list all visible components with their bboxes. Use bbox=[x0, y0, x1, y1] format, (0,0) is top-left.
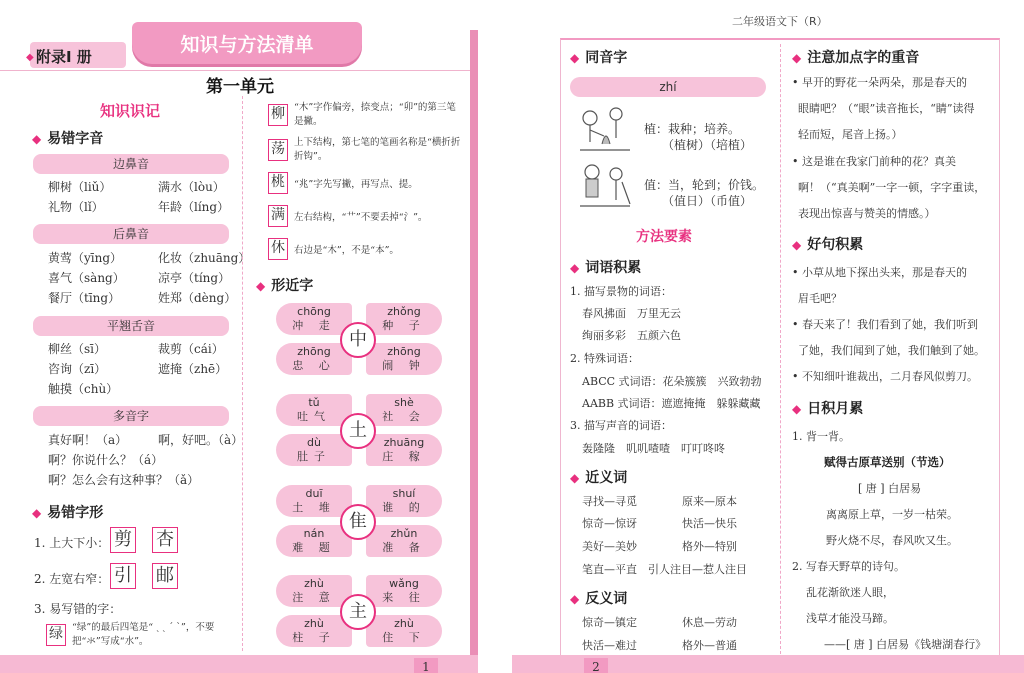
antonym-pair: 休息—劳动 bbox=[682, 616, 737, 629]
similar-pill: dù 肚子 bbox=[276, 434, 352, 466]
char-box: 荡 bbox=[268, 139, 288, 161]
char-box: 引 bbox=[110, 563, 136, 589]
antonyms-title: 反义词 bbox=[585, 591, 628, 607]
sound-item: 触摸（chù） bbox=[48, 382, 119, 396]
stress-line: 眼睛吧？（“眼”读音拖长，“睛”读得 bbox=[798, 102, 975, 115]
page-number-left: 1 bbox=[414, 658, 438, 673]
top-rule bbox=[0, 70, 470, 71]
char-note: “木”字作偏旁，捺变点；“卯”的第三笔是撇。 bbox=[294, 102, 456, 127]
sound-item: 餐厅（tīng） bbox=[48, 291, 121, 305]
synonym-pair: 寻找—寻觅 bbox=[582, 495, 637, 508]
synonym-pair: 快活—快乐 bbox=[682, 517, 737, 530]
similar-pill: chōng 冲 走 bbox=[276, 303, 352, 335]
similar-pill: shè 社 会 bbox=[366, 394, 442, 426]
banner-title: 知识与方法清单 bbox=[180, 34, 314, 56]
sound-item: 啊？怎么会有这种事？（ǎ） bbox=[48, 473, 200, 487]
pinyin-bar: zhí bbox=[570, 77, 766, 97]
similar-pill: zhǔn 准 备 bbox=[366, 525, 442, 557]
sentence-line: • 不知细叶谁裁出，二月春风似剪刀。 bbox=[792, 370, 978, 383]
error-shapes-title: 易错字形 bbox=[47, 505, 104, 521]
group-bar: 平翘舌音 bbox=[33, 316, 229, 336]
similar-pill: wǎng 来 往 bbox=[366, 575, 442, 607]
synonym-pair: 原来—原本 bbox=[682, 495, 737, 508]
group-bar: 后鼻音 bbox=[33, 224, 229, 244]
sound-item: 凉亭（tíng） bbox=[158, 271, 231, 285]
similar-center-char: 中 bbox=[340, 322, 376, 358]
appendix-tab-label: 附录Ⅰ 册 bbox=[36, 48, 92, 66]
unit-title: 第一单元 bbox=[206, 77, 274, 97]
page-left-shadow bbox=[470, 30, 478, 673]
sound-item: 柳丝（sī） bbox=[48, 342, 106, 356]
sound-item: 黄莺（yīng） bbox=[48, 251, 123, 265]
group-bar: 边鼻音 bbox=[33, 154, 229, 174]
vocab-line: 绚丽多彩 五颜六色 bbox=[582, 329, 681, 342]
sound-item: 啊，好吧。（à） bbox=[158, 433, 244, 447]
vocab-heading bbox=[570, 257, 641, 277]
similar-pill: duī 土 堆 bbox=[276, 485, 352, 517]
shape-item-label: 2. 左宽右窄： bbox=[34, 572, 110, 586]
vocab-line: 2. 特殊词语： bbox=[570, 352, 639, 365]
char-box: 剪 bbox=[110, 527, 136, 553]
similar-pill: zhù 住 下 bbox=[366, 615, 442, 647]
shape-item-label: 1. 上大下小： bbox=[34, 536, 110, 550]
antonym-pair: 惊奇—镇定 bbox=[582, 616, 637, 629]
group-bar: 多音字 bbox=[33, 406, 229, 426]
similar-center-char: 主 bbox=[340, 594, 376, 630]
daily-heading bbox=[792, 398, 863, 418]
stress-line: • 这是谁在我家门前种的花？真美 bbox=[792, 155, 956, 168]
char-note: 上下结构，第七笔的笔画名称是“横折折折钩”。 bbox=[294, 137, 461, 162]
sound-item: 姓郑（dèng） bbox=[158, 291, 237, 305]
synonym-pair: 美好—美妙 bbox=[582, 540, 637, 553]
char-note: 右边是“木”，不是“本”。 bbox=[294, 245, 399, 256]
stress-line: • 早开的野花一朵两朵，那是春天的 bbox=[792, 76, 967, 89]
sound-item: 遮掩（zhē） bbox=[158, 362, 228, 376]
sound-item: 满水（lòu） bbox=[158, 180, 225, 194]
tab-diamond-icon: ◆ bbox=[26, 52, 34, 63]
synonym-pair: 惊奇—惊讶 bbox=[582, 517, 637, 530]
char-box: 绿 bbox=[46, 624, 66, 646]
page-left-footer bbox=[0, 655, 478, 673]
diamond-icon: ◆ bbox=[570, 592, 580, 606]
diamond-icon: ◆ bbox=[32, 132, 42, 146]
poem-line: 野火烧不尽，春风吹又生。 bbox=[826, 534, 958, 547]
vocab-title: 词语积累 bbox=[585, 260, 642, 276]
char-note: “兆”字先写撇，再写点、提。 bbox=[294, 179, 418, 190]
diamond-icon: ◆ bbox=[32, 506, 42, 520]
diamond-icon: ◆ bbox=[570, 261, 580, 275]
char-box: 桃 bbox=[268, 172, 288, 194]
sound-item: 柳树（liǔ） bbox=[48, 180, 112, 194]
shape-item-label: 3. 易写错的字： bbox=[34, 602, 122, 616]
diamond-icon: ◆ bbox=[792, 238, 802, 252]
stress-line: 表现出惊喜与赞美的情感。） bbox=[798, 207, 936, 220]
error-sounds-heading bbox=[32, 128, 103, 148]
homophones-heading bbox=[570, 47, 627, 67]
diamond-icon: ◆ bbox=[792, 402, 802, 416]
diamond-icon: ◆ bbox=[570, 471, 580, 485]
antonyms-heading bbox=[570, 588, 627, 608]
running-header: 二年级语文下（R） bbox=[732, 15, 828, 28]
similar-pill: zhuāng 庄 稼 bbox=[366, 434, 442, 466]
similar-center-char: 土 bbox=[340, 413, 376, 449]
synonym-pair: 格外—特别 bbox=[682, 540, 737, 553]
poem-line: 离离原上草，一岁一枯荣。 bbox=[826, 508, 958, 521]
synonyms-title: 近义词 bbox=[585, 470, 628, 486]
antonym-pair: 快活—难过 bbox=[582, 639, 637, 652]
stress-line: 轻而短，尾音上扬。） bbox=[798, 128, 903, 141]
knowledge-title: 知识识记 bbox=[100, 102, 161, 120]
sound-item: 年龄（líng） bbox=[158, 200, 230, 214]
stress-heading bbox=[792, 47, 919, 67]
diamond-icon: ◆ bbox=[570, 51, 580, 65]
similar-pill: zhù 柱 子 bbox=[276, 615, 352, 647]
similar-pill: zhōng 忠 心 bbox=[276, 343, 352, 375]
similar-pill: tǔ 吐气 bbox=[276, 394, 352, 426]
daily-title: 日积月累 bbox=[807, 401, 864, 417]
stress-line: 啊！（“真美啊”一字一顿，字字重读， bbox=[798, 181, 986, 194]
char-box: 满 bbox=[268, 205, 288, 227]
vocab-line: 轰隆隆 叽叽喳喳 叮叮咚咚 bbox=[582, 442, 725, 455]
sound-item: 裁剪（cái） bbox=[158, 342, 224, 356]
sentence-line: 眉毛吧？ bbox=[798, 292, 842, 305]
char-box: 休 bbox=[268, 238, 288, 260]
poem-author: [ 唐 ] 白居易 bbox=[858, 482, 922, 495]
duty-illustration bbox=[576, 160, 634, 212]
similar-chars-heading bbox=[256, 275, 313, 295]
homophone-def: 植：栽种；培养。 bbox=[644, 122, 741, 136]
char-box: 杏 bbox=[152, 527, 178, 553]
sound-item: 真好啊！（a） bbox=[48, 433, 128, 447]
vocab-line: 春风拂面 万里无云 bbox=[582, 307, 681, 320]
vocab-line: AABB 式词语：遮遮掩掩 躲躲藏藏 bbox=[582, 397, 761, 410]
sound-item: 喜气（sàng） bbox=[48, 271, 125, 285]
error-shapes-heading bbox=[32, 502, 103, 522]
sound-item: 啊？你说什么？（á） bbox=[48, 453, 164, 467]
similar-chars-title: 形近字 bbox=[271, 278, 314, 294]
similar-center-char: 隹 bbox=[340, 504, 376, 540]
char-box: 邮 bbox=[152, 563, 178, 589]
sentence-line: • 小草从地下探出头来，那是春天的 bbox=[792, 266, 967, 279]
similar-pill: nán 难 题 bbox=[276, 525, 352, 557]
vocab-line: ABCC 式词语：花朵簇簇 兴致勃勃 bbox=[582, 375, 762, 388]
shape-note: “绿”的最后四笔是“ ˎ ˏ ˊ ˋ”，不要把“氺”写成“水”。 bbox=[72, 622, 215, 647]
daily-item: 1. 背一背。 bbox=[792, 430, 850, 443]
poem-line: 乱花渐欲迷人眼， bbox=[806, 586, 894, 599]
method-title: 方法要素 bbox=[636, 229, 692, 245]
column-divider bbox=[780, 44, 781, 654]
antonym-pair: 格外—普通 bbox=[682, 639, 737, 652]
sentence-line: 了她，我们闻到了她，我们触到了她。 bbox=[798, 344, 985, 357]
diamond-icon: ◆ bbox=[792, 51, 802, 65]
similar-pill: zhù 注 意 bbox=[276, 575, 352, 607]
sentence-line: • 春天来了！我们看到了她，我们听到 bbox=[792, 318, 978, 331]
error-sounds-title: 易错字音 bbox=[47, 131, 104, 147]
vocab-line: 1. 描写景物的词语： bbox=[570, 285, 672, 298]
similar-pill: zhǒng 种 子 bbox=[366, 303, 442, 335]
good-sentences-title: 好句积累 bbox=[807, 237, 864, 253]
similar-pill: zhōng 闹 钟 bbox=[366, 343, 442, 375]
poem-title: 赋得古原草送别（节选） bbox=[824, 455, 951, 469]
homophones-title: 同音字 bbox=[585, 50, 628, 66]
homophone-example: （值日）（币值） bbox=[662, 194, 753, 208]
sound-item: 礼物（lǐ） bbox=[48, 200, 104, 214]
char-note: 左右结构，“艹”不要丢掉“氵”。 bbox=[294, 212, 428, 223]
similar-pill: shuí 谁 的 bbox=[366, 485, 442, 517]
sound-item: 化妆（zhuāng） bbox=[158, 251, 251, 265]
stress-title: 注意加点字的重音 bbox=[807, 50, 920, 66]
homophone-def: 值：当，轮到；价钱。 bbox=[644, 178, 765, 192]
good-sentences-heading bbox=[792, 234, 863, 254]
homophone-example: （植树）（培植） bbox=[662, 138, 753, 152]
page-number-right: 2 bbox=[584, 658, 608, 673]
diamond-icon: ◆ bbox=[256, 279, 266, 293]
planting-illustration bbox=[576, 104, 634, 156]
synonym-pair: 笔直—平直 引人注目—惹人注目 bbox=[582, 563, 747, 576]
sound-item: 咨询（zī） bbox=[48, 362, 107, 376]
poem-credit: ——[ 唐 ] 白居易《钱塘湖春行》 bbox=[824, 638, 987, 651]
poem-line: 浅草才能没马蹄。 bbox=[806, 612, 894, 625]
char-box: 柳 bbox=[268, 104, 288, 126]
column-divider bbox=[242, 96, 243, 651]
synonyms-heading bbox=[570, 467, 627, 487]
vocab-line: 3. 描写声音的词语： bbox=[570, 419, 672, 432]
daily-item: 2. 写春天野草的诗句。 bbox=[792, 560, 905, 573]
